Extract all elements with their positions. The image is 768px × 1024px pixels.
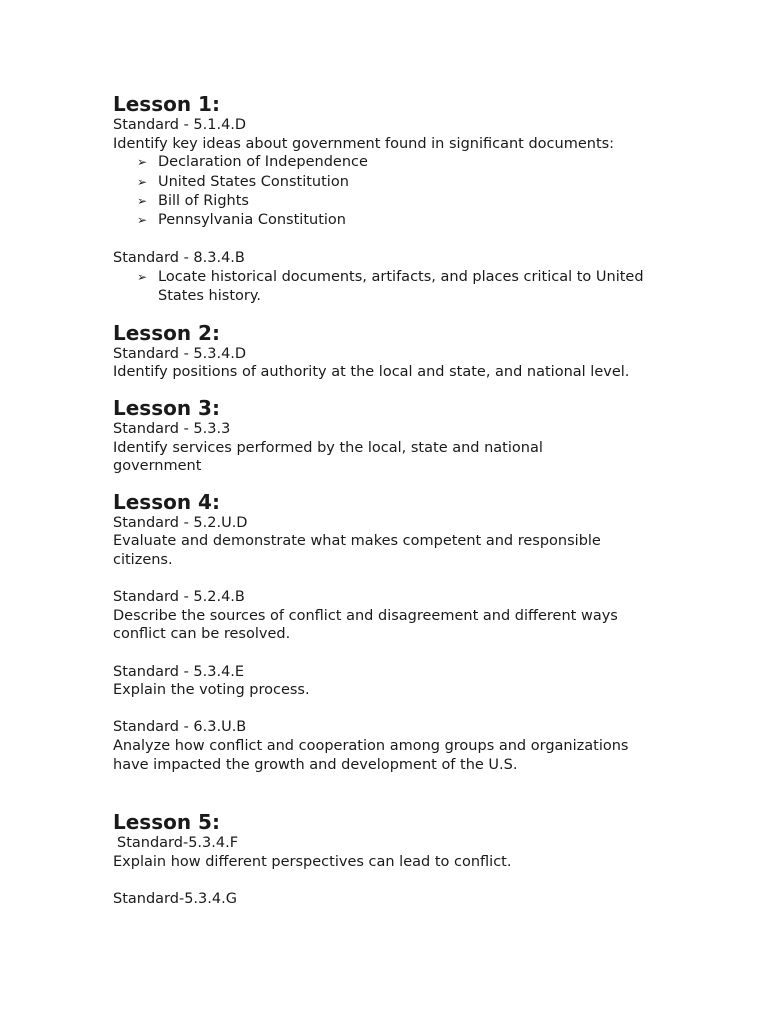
document-page (113, 92, 673, 908)
list-item: ➢ Declaration of Independence (137, 153, 673, 172)
list-item: ➢ Pennsylvania Constitution (137, 211, 673, 230)
standard-code: Standard - 5.3.3 (113, 421, 231, 437)
standard-code: Standard - 8.3.4.B (113, 250, 245, 267)
standard-description: Explain how different perspectives can lead to conflict. (113, 853, 512, 870)
lesson-title: Lesson 5: (113, 810, 220, 835)
list-item: ➢ United States Constitution (137, 173, 673, 192)
lesson-title: Lesson 3: (113, 396, 220, 420)
standard-description: Analyze how conflict and cooperation among groups and organizations have impacted the growth and development of the U.S. (113, 737, 629, 773)
arrowhead-bullet-icon: ➢ (137, 194, 148, 208)
standard-code: Standard-5.3.4.F (117, 835, 239, 852)
arrowhead-bullet-icon: ➢ (137, 174, 148, 189)
lesson-title: Lesson 2: (113, 320, 220, 345)
arrowhead-bullet-icon: ➢ (137, 155, 148, 170)
lesson-title: Lesson 4: (113, 489, 220, 514)
lesson-5 (113, 810, 673, 908)
lesson-3 (113, 396, 673, 476)
lesson-1 (113, 92, 673, 307)
lesson-2 (113, 321, 673, 382)
standard-code: Standard - 6.3.U.B (113, 719, 247, 736)
standard-code: Standard-5.3.4.G (113, 890, 237, 907)
standard-description: Identify services performed by the local, state and national government (113, 439, 543, 475)
standard-code: Standard - 5.2.U.D (113, 514, 248, 531)
arrowhead-bullet-icon: ➢ (137, 213, 148, 228)
standard-code: Standard - 5.3.4.E (113, 663, 245, 680)
bullet-list (113, 153, 673, 231)
standard-code: Standard - 5.2.4.B (113, 589, 245, 606)
bullet-list (113, 268, 673, 307)
standard-description: Identify positions of authority at the local and state, and national level. (113, 364, 630, 381)
standard-description: Explain the voting process. (113, 682, 310, 699)
list-item: ➢ Locate historical documents, artifacts, and places critical to United States history. (137, 269, 644, 305)
lesson-title: Lesson 1: (113, 92, 220, 116)
standard-code: Standard - 5.1.4.D (113, 117, 247, 133)
standard-description: Evaluate and demonstrate what makes competent and responsible citizens. (113, 533, 601, 568)
lesson-4 (113, 490, 673, 774)
standard-code: Standard - 5.3.4.D (113, 345, 247, 362)
list-item: ➢ Bill of Rights (137, 192, 673, 211)
arrowhead-bullet-icon: ➢ (137, 270, 148, 284)
standard-description: Describe the sources of conflict and disagreement and different ways conflict can be resolved. (113, 607, 618, 643)
standard-description: Identify key ideas about government found in significant documents: (113, 135, 615, 152)
